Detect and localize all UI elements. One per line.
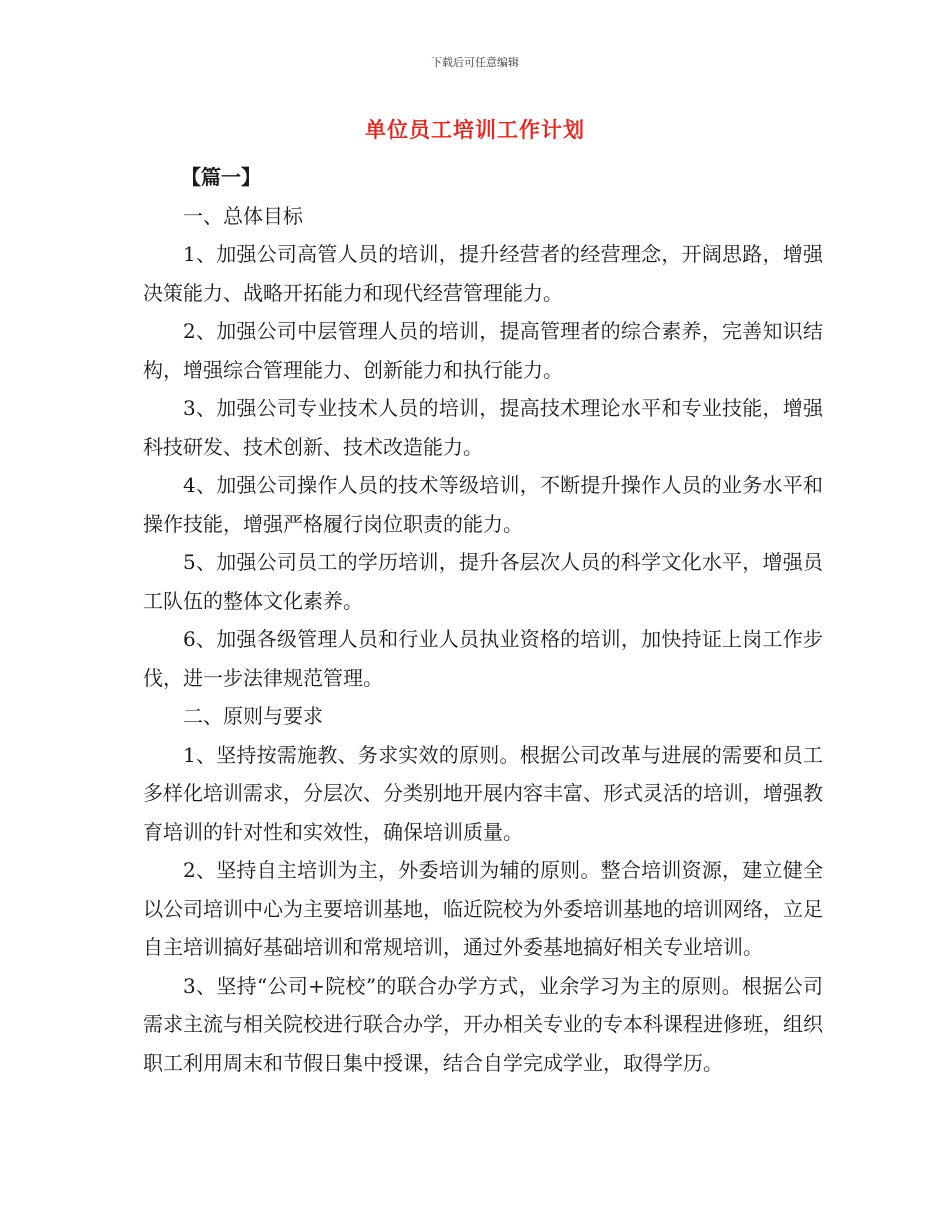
- header-note: 下载后可任意编辑: [431, 56, 519, 69]
- document-title: 单位员工培训工作计划: [365, 118, 585, 142]
- part-label: 【篇一】: [181, 165, 261, 189]
- document-body: [143, 158, 823, 1082]
- paragraph: 1、加强公司高管人员的培训，提升经营者的经营理念，开阔思路，增强决策能力、战略开拓能力和现代经营管理能力。: [143, 242, 823, 305]
- section-heading-1: 一、总体目标: [183, 203, 303, 228]
- paragraph: 3、加强公司专业技术人员的培训，提高技术理论水平和专业技能，增强科技研发、技术创新、技术改造能力。: [143, 396, 823, 459]
- paragraph: 5、加强公司员工的学历培训，提升各层次人员的科学文化水平，增强员工队伍的整体文化素养。: [143, 550, 823, 613]
- paragraph: 2、加强公司中层管理人员的培训，提高管理者的综合素养，完善知识结构，增强综合管理能力、创新能力和执行能力。: [143, 319, 823, 382]
- paragraph: 3、坚持“公司+院校”的联合办学方式，业余学习为主的原则。根据公司需求主流与相关院校进行联合办学，开办相关专业的专本科课程进修班，组织职工利用周末和节假日集中授课，结合自学完成学业，取得学历。: [143, 973, 823, 1075]
- paragraph: 6、加强各级管理人员和行业人员执业资格的培训，加快持证上岗工作步伐，进一步法律规范管理。: [143, 627, 823, 690]
- paragraph: 4、加强公司操作人员的技术等级培训，不断提升操作人员的业务水平和操作技能，增强严格履行岗位职责的能力。: [143, 473, 823, 536]
- paragraph: 1、坚持按需施教、务求实效的原则。根据公司改革与进展的需要和员工多样化培训需求，分层次、分类别地开展内容丰富、形式灵活的培训，增强教育培训的针对性和实效性，确保培训质量。: [143, 742, 823, 844]
- section-heading-2: 二、原则与要求: [183, 704, 323, 728]
- paragraph: 2、坚持自主培训为主，外委培训为辅的原则。整合培训资源，建立健全以公司培训中心为主要培训基地，临近院校为外委培训基地的培训网络，立足自主培训搞好基础培训和常规培训，通过外委基地搞好相关专业培训。: [143, 858, 823, 959]
